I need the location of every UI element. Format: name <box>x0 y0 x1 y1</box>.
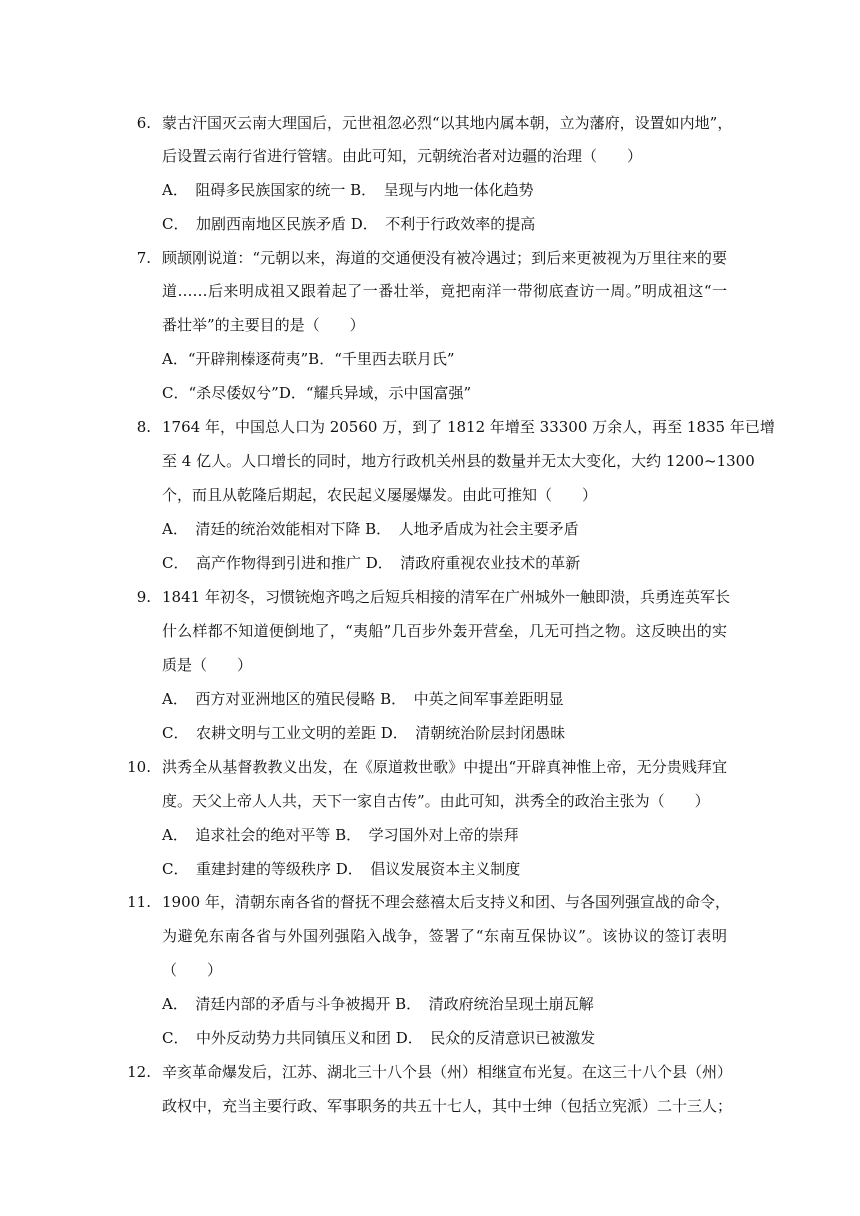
question-option-line: A． 清廷的统治效能相对下降 B． 人地矛盾成为社会主要矛盾 <box>162 520 579 538</box>
question-stem-line: 洪秀全从基督教教义出发，在《原道救世歌》中提出“开辟真神惟上帝，无分贵贱拜宜 <box>162 758 727 776</box>
question-option-line: A．“开辟荆榛逐荷夷”B．“千里西去联月氏” <box>162 350 455 368</box>
question-stem-line: 蒙古汗国灭云南大理国后，元世祖忽必烈“以其地内属本朝，立为藩府，设置如内地”， <box>162 114 733 132</box>
question-number: 8. <box>136 418 151 436</box>
question-stem-line: 番壮举”的主要目的是（ ） <box>162 316 365 334</box>
question-option-line: C． 农耕文明与工业文明的差距 D． 清朝统治阶层封闭愚昧 <box>162 724 566 742</box>
question-option-line: A． 西方对亚洲地区的殖民侵略 B． 中英之间军事差距明显 <box>162 690 564 708</box>
question-number: 12. <box>127 1063 151 1081</box>
question-stem-line: 什么样都不知道便倒地了，“夷船”几百步外轰开营垒，几无可挡之物。这反映出的实 <box>162 622 727 640</box>
question-number: 9. <box>136 588 151 606</box>
question-option-line: C． 加剧西南地区民族矛盾 D． 不利于行政效率的提高 <box>162 215 536 233</box>
question-number: 6. <box>136 114 151 132</box>
question-number: 7. <box>136 249 151 267</box>
question-stem-line: 1764 年，中国总人口为 20560 万，到了 1812 年增至 33300 万余人，再至 1835 年已增 <box>162 418 775 436</box>
question-option-line: A． 阻碍多民族国家的统一 B． 呈现与内地一体化趋势 <box>162 181 534 199</box>
question-stem-line: 为避免东南各省与外国列强陷入战争，签署了“东南互保协议”。该协议的签订表明 <box>162 927 727 945</box>
question-stem-line: 至 4 亿人。人口增长的同时，地方行政机关州县的数量并无太大变化，大约 1200~1300 <box>162 452 755 470</box>
question-stem-line: 质是（ ） <box>162 656 253 674</box>
question-stem-line: 度。天父上帝人人共，天下一家自古传”。由此可知，洪秀全的政治主张为（ ） <box>162 792 710 810</box>
question-option-line: C．“杀尽倭奴兮”D．“耀兵异域，示中国富强” <box>162 384 472 402</box>
question-stem-line: 1841 年初冬，习惯铳炮齐鸣之后短兵相接的清军在广州城外一触即溃，兵勇连英军长 <box>162 588 730 606</box>
question-stem-line: 辛亥革命爆发后，江苏、湖北三十八个县（州）相继宣布光复。在这三十八个县（州） <box>162 1063 733 1081</box>
question-stem-line: （ ） <box>162 961 223 979</box>
question-option-line: A． 清廷内部的矛盾与斗争被揭开 B． 清政府统治呈现土崩瓦解 <box>162 995 594 1013</box>
question-stem-line: 道……后来明成祖又跟着起了一番壮举，竟把南洋一带彻底查访一周。”明成祖这“一 <box>162 282 727 300</box>
question-option-line: C． 高产作物得到引进和推广 D． 清政府重视农业技术的革新 <box>162 554 581 572</box>
question-option-line: A． 追求社会的绝对平等 B． 学习国外对上帝的崇拜 <box>162 826 519 844</box>
question-stem-line: 政权中，充当主要行政、军事职务的共五十七人，其中士绅（包括立宪派）二十三人； <box>162 1097 733 1115</box>
question-option-line: C． 重建封建的等级秩序 D． 倡议发展资本主义制度 <box>162 860 521 878</box>
question-number: 11. <box>127 893 151 911</box>
question-number: 10. <box>127 758 151 776</box>
question-stem-line: 顾颉刚说道：“元朝以来，海道的交通便没有被冷遇过；到后来更被视为万里往来的要 <box>162 249 727 267</box>
question-option-line: C． 中外反动势力共同镇压义和团 D． 民众的反清意识已被激发 <box>162 1029 596 1047</box>
question-stem-line: 个，而且从乾隆后期起，农民起义屡屡爆发。由此可推知（ ） <box>162 486 598 504</box>
question-stem-line: 后设置云南行省进行管辖。由此可知，元朝统治者对边疆的治理（ ） <box>162 147 643 165</box>
question-stem-line: 1900 年，清朝东南各省的督抚不理会慈禧太后支持义和团、与各国列强宣战的命令， <box>162 893 730 911</box>
